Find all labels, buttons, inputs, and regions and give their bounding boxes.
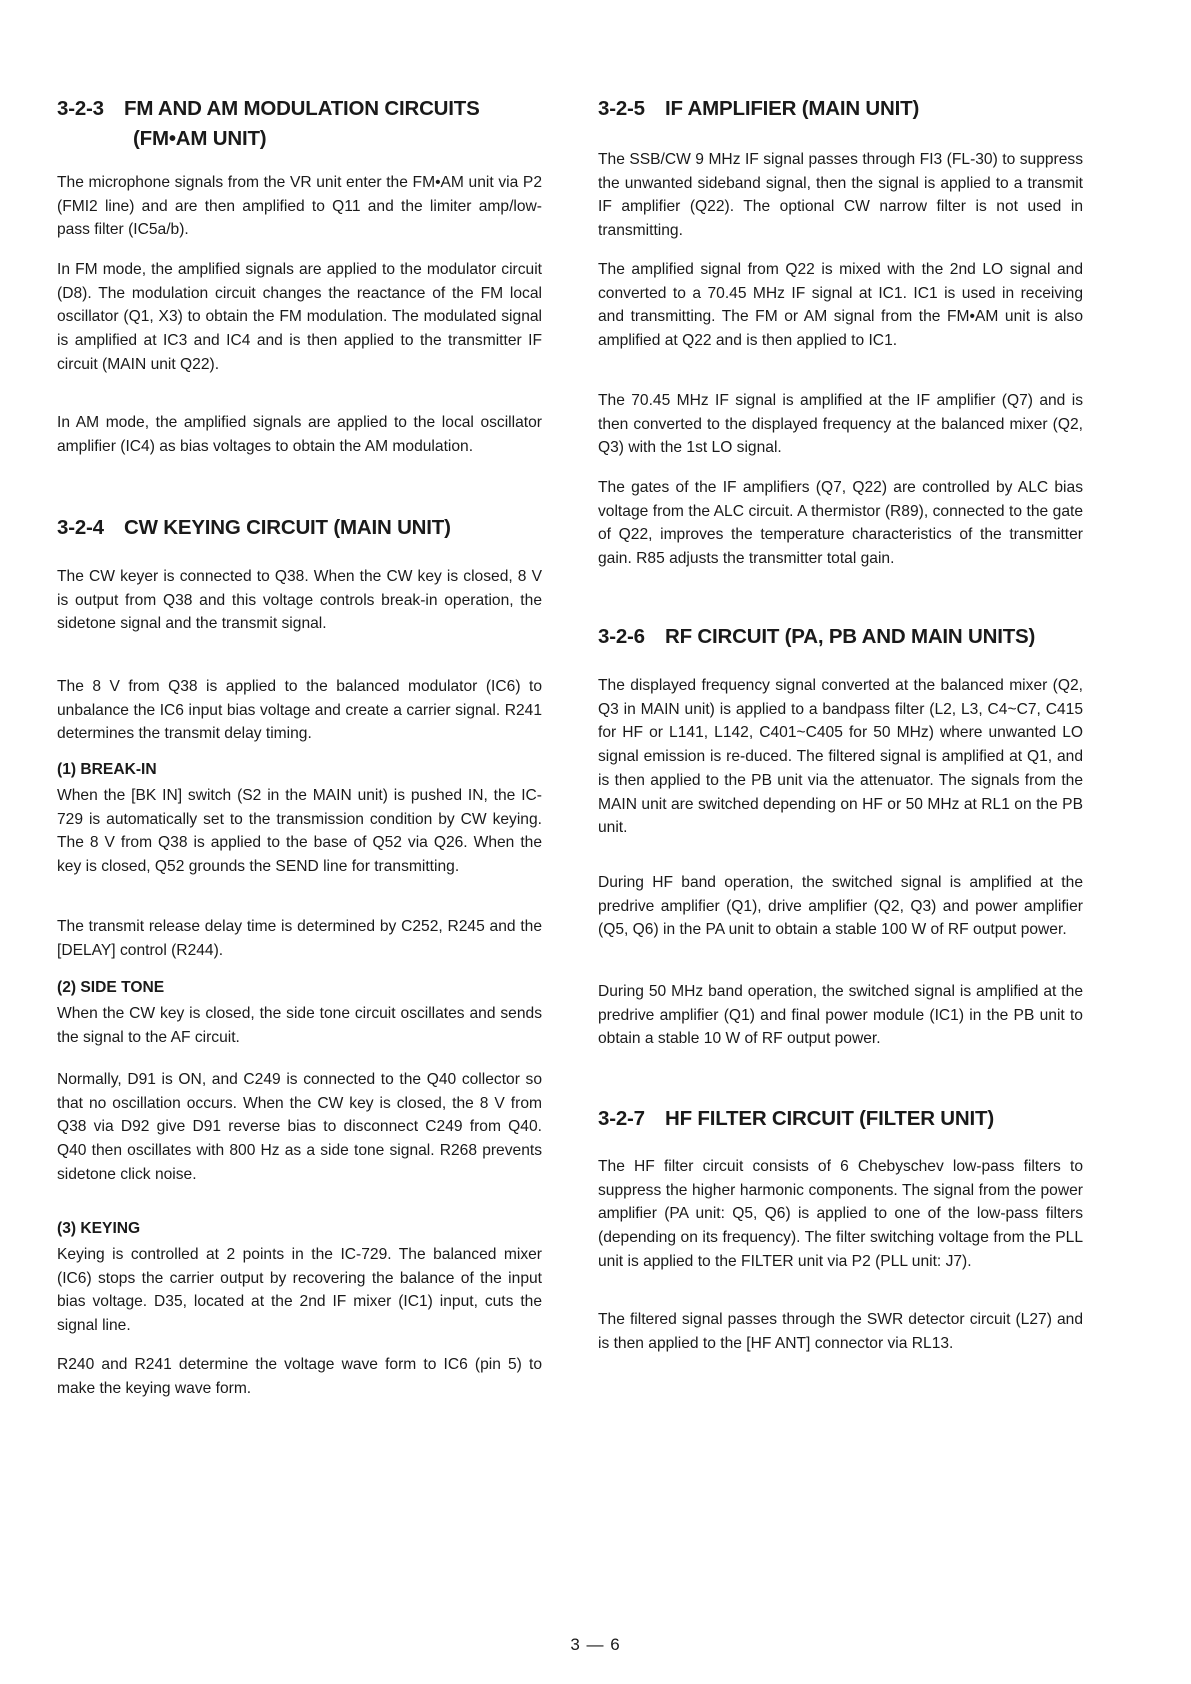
paragraph: The 70.45 MHz IF signal is amplified at the IF amplifier (Q7) and is then converted to the displayed frequency at the balanced mixer (Q2, Q3) with the 1st LO signal.: [598, 392, 1083, 457]
paragraph: During HF band operation, the switched signal is amplified at the predrive amplifier (Q1), drive amplifier (Q2, Q3) and power amplifier (Q5, Q6) in the PA unit to obtain a stable 100 W of RF output power.: [598, 874, 1083, 939]
section-title: IF AMPLIFIER (MAIN UNIT): [665, 97, 920, 120]
paragraph: The amplified signal from Q22 is mixed with the 2nd LO signal and converted to a 70.45 MHz IF signal at IC1. IC1 is used in receiving and transmitting. The FM or AM signal from the FM•AM unit is also amplified at Q22 and is then applied to IC1.: [598, 261, 1083, 350]
subheading-break-in: (1) BREAK-IN: [57, 761, 157, 778]
section-3-2-3-heading: [57, 94, 542, 154]
paragraph: The HF filter circuit consists of 6 Chebyschev low-pass filters to suppress the higher harmonic components. The signal from the power amplifier (PA unit: Q5, Q6) is applied to one of the low-pass filters (depending on its frequency). The filter switching voltage from the PLL unit is applied to the FILTER unit via P2 (PLL unit: J7).: [598, 1158, 1083, 1270]
section-title: RF CIRCUIT (PA, PB AND MAIN UNITS): [665, 625, 1036, 648]
paragraph: R240 and R241 determine the voltage wave form to IC6 (pin 5) to make the keying wave form.: [57, 1356, 542, 1397]
paragraph: The displayed frequency signal converted at the balanced mixer (Q2, Q3 in MAIN unit) is applied to a bandpass filter (L2, L3, C4~C7, C415 for HF or L141, L142, C401~C405 for 50 MHz) where unwanted LO signal emission is re-duced. The filtered signal is amplified at Q1, and is then applied to the PB unit via the attenuator. The signals from the MAIN unit are switched depending on HF or 50 MHz at RL1 on the PB unit.: [598, 677, 1083, 837]
section-3-2-4-heading: [57, 513, 542, 543]
section-title: FM AND AM MODULATION CIRCUITS: [124, 97, 480, 120]
subheading-keying: (3) KEYING: [57, 1220, 141, 1237]
section-title: HF FILTER CIRCUIT (FILTER UNIT): [665, 1107, 994, 1130]
paragraph: The transmit release delay time is determined by C252, R245 and the [DELAY] control (R244).: [57, 918, 542, 959]
subheading-side-tone: (2) SIDE TONE: [57, 979, 165, 996]
paragraph: The filtered signal passes through the SWR detector circuit (L27) and is then applied to the [HF ANT] connector via RL13.: [598, 1311, 1083, 1352]
section-number: 3-2-5: [598, 97, 645, 120]
paragraph: During 50 MHz band operation, the switched signal is amplified at the predrive amplifier (Q1) and final power module (IC1) in the PB unit to obtain a stable 10 W of RF output power.: [598, 983, 1083, 1048]
paragraph: The microphone signals from the VR unit enter the FM•AM unit via P2 (FMI2 line) and are then amplified to Q11 and the limiter amp/low-pass filter (IC5a/b).: [57, 174, 542, 239]
section-3-2-5-heading: [598, 94, 1083, 124]
paragraph: The gates of the IF amplifiers (Q7, Q22) are controlled by ALC bias voltage from the ALC circuit. A thermistor (R89), connected to the gate of Q22, improves the temperature characteristics of the transmitter gain. R85 adjusts the transmitter total gain.: [598, 479, 1083, 568]
paragraph: Normally, D91 is ON, and C249 is connected to the Q40 collector so that no oscillation occurs. When the CW key is closed, the 8 V from Q38 via D92 give D91 reverse bias to disconnect C249 from Q40. Q40 then oscillates with 800 Hz as a side tone signal. R268 prevents sidetone click noise.: [57, 1071, 542, 1183]
section-number: 3-2-7: [598, 1107, 645, 1130]
paragraph: When the CW key is closed, the side tone circuit oscillates and sends the signal to the AF circuit.: [57, 1005, 542, 1046]
paragraph: When the [BK IN] switch (S2 in the MAIN unit) is pushed IN, the IC-729 is automatically set to the transmission condition by CW keying. The 8 V from Q38 is applied to the base of Q52 via Q26. When the key is closed, Q52 grounds the SEND line for transmitting.: [57, 787, 542, 876]
right-column: [598, 0, 1083, 1684]
section-number: 3-2-4: [57, 516, 104, 539]
section-number: 3-2-3: [57, 97, 104, 120]
paragraph: The SSB/CW 9 MHz IF signal passes through FI3 (FL-30) to suppress the unwanted sideband signal, then the signal is applied to a transmit IF amplifier (Q22). The optional CW narrow filter is not used in transmitting.: [598, 151, 1083, 240]
section-title: CW KEYING CIRCUIT (MAIN UNIT): [124, 516, 451, 539]
paragraph: The CW keyer is connected to Q38. When the CW key is closed, 8 V is output from Q38 and this voltage controls break-in operation, the sidetone signal and the transmit signal.: [57, 568, 542, 633]
section-title-continued: (FM•AM UNIT): [133, 127, 267, 150]
paragraph: The 8 V from Q38 is applied to the balanced modulator (IC6) to unbalance the IC6 input bias voltage and create a carrier signal. R241 determines the transmit delay timing.: [57, 678, 542, 743]
paragraph: Keying is controlled at 2 points in the IC-729. The balanced mixer (IC6) stops the carrier output by recovering the balance of the input bias voltage. D35, located at the 2nd IF mixer (IC1) input, cuts the signal line.: [57, 1246, 542, 1335]
paragraph: In FM mode, the amplified signals are applied to the modulator circuit (D8). The modulation circuit changes the reactance of the FM local oscillator (Q1, X3) to obtain the FM modulation. The modulated signal is amplified at IC3 and IC4 and is then applied to the transmitter IF circuit (MAIN unit Q22).: [57, 261, 542, 373]
page-number: 3 — 6: [570, 1635, 621, 1654]
section-3-2-7-heading: [598, 1104, 1083, 1134]
section-3-2-6-heading: [598, 622, 1083, 652]
section-number: 3-2-6: [598, 625, 645, 648]
paragraph: In AM mode, the amplified signals are applied to the local oscillator amplifier (IC4) as bias voltages to obtain the AM modulation.: [57, 414, 542, 455]
left-column: [57, 0, 542, 1684]
